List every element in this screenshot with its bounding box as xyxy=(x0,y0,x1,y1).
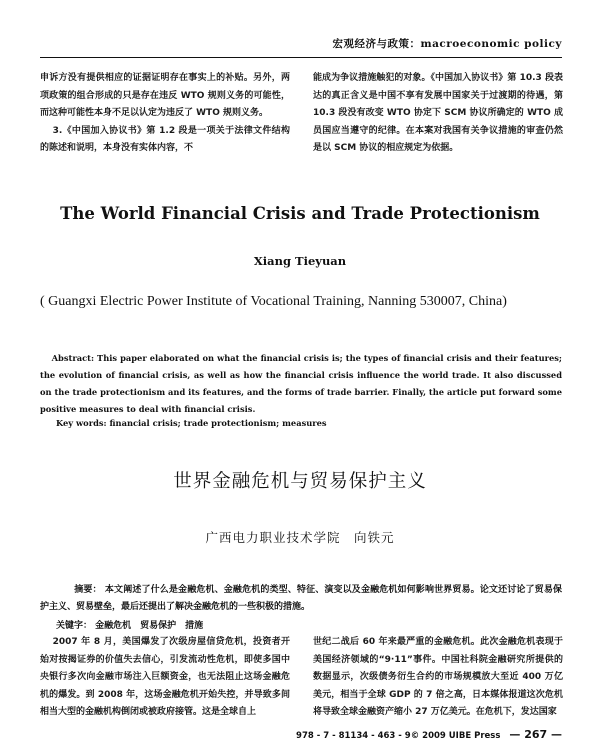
continued-text-columns xyxy=(40,70,563,168)
abstract-text: This paper elaborated on what the financial crisis is; the types of financial crisis and their features; the evolution of financial crisis, as well as how the financial crisis influence the world trade. It also discussed on the trade protectionism and its features, and the forms of trade barrier. Finally, the article put forward some positive measures to deal with financial crisis. xyxy=(40,353,562,414)
continued-text-left-column xyxy=(40,70,290,158)
article-title-english: The World Financial Crisis and Trade Protectionism xyxy=(60,204,540,223)
keywords-chinese xyxy=(56,618,562,631)
keywords-label: 关键字： xyxy=(56,621,93,631)
author-name-english: Xiang Tieyuan xyxy=(253,254,347,268)
running-header: 宏观经济与政策：macroeconomic policy xyxy=(332,38,562,50)
keywords-text: 金融危机 贸易保护 措施 xyxy=(95,621,204,631)
abstract-english xyxy=(40,350,562,418)
footer-citation: 978 - 7 - 81134 - 463 - 9© 2009 UIBE Press xyxy=(296,731,501,741)
paragraph: 申诉方没有提供相应的证据证明存在事实上的补贴。另外，两项政策的组合形成的只是存在违反 WTO 规则义务的可能性，而这种可能性本身不足以认定为违反了 WTO 规则义务。 xyxy=(40,73,290,118)
author-affiliation-english: ( Guangxi Electric Power Institute of Vocational Training, Nanning 530007, China) xyxy=(40,294,507,309)
paragraph: 世纪二战后 60 年来最严重的金融危机。此次金融危机表现于美国经济领域的“9·11”事件。中国社科院金融研究所提供的数据显示，次级债务衍生合约的市场规模放大至近 400 万亿美元，相当于全球 GDP 的 7 倍之高，日本媒体报道这次危机将导致全球金融资产缩小 27 万亿美元。在危机下，发达国家 xyxy=(313,637,563,717)
paragraph: 能成为争议措施触犯的对象。《中国加入协议书》第 10.3 段表达的真正含义是中国不享有发展中国家关于过渡期的待遇，第 10.3 段没有改变 WTO 协定下 SCM 协议所确定的 WTO 成员国应当遵守的纪律。在本案对我国有关争议措施的审查仍然是以 SCM 协议的相应规定为依据。 xyxy=(313,73,563,153)
abstract-label: 摘要： xyxy=(74,585,102,595)
page-number: — 267 — xyxy=(509,728,562,741)
paragraph: 3.《中国加入协议书》第 1.2 段是一项关于法律文件结构的陈述和说明，本身没有实体内容，不 xyxy=(40,125,290,153)
abstract-text: 本文阐述了什么是金融危机、金融危机的类型、特征、演变以及金融危机如何影响世界贸易。论文还讨论了贸易保护主义、贸易壁垒，最后还提出了解决金融危机的一些积极的措施。 xyxy=(40,585,562,612)
body-right-column xyxy=(313,634,563,722)
keywords-text: financial crisis; trade protectionism; measures xyxy=(109,418,327,428)
article-title-chinese: 世界金融危机与贸易保护主义 xyxy=(173,471,427,492)
header-rule xyxy=(40,57,562,58)
continued-text-right-column xyxy=(313,70,563,158)
abstract-chinese xyxy=(40,582,562,616)
author-chinese: 广西电力职业技术学院 向铁元 xyxy=(205,530,395,545)
keywords-label: Key words: xyxy=(56,418,107,428)
abstract-label: Abstract: xyxy=(51,353,95,363)
body-left-column xyxy=(40,634,290,722)
keywords-english xyxy=(56,418,562,428)
paragraph: 2007 年 8 月，美国爆发了次级房屋信贷危机，投资者开始对按揭证券的价值失去信心，引发流动性危机，即使多国中央银行多次向金融市场注入巨额资金，也无法阻止这场金融危机的爆发。到 2008 年，这场金融危机开始失控，并导致多间相当大型的金融机构倒闭或被政府接管。这是全球自上 xyxy=(40,637,290,717)
page-footer xyxy=(296,728,562,741)
body-text-columns xyxy=(40,634,563,724)
